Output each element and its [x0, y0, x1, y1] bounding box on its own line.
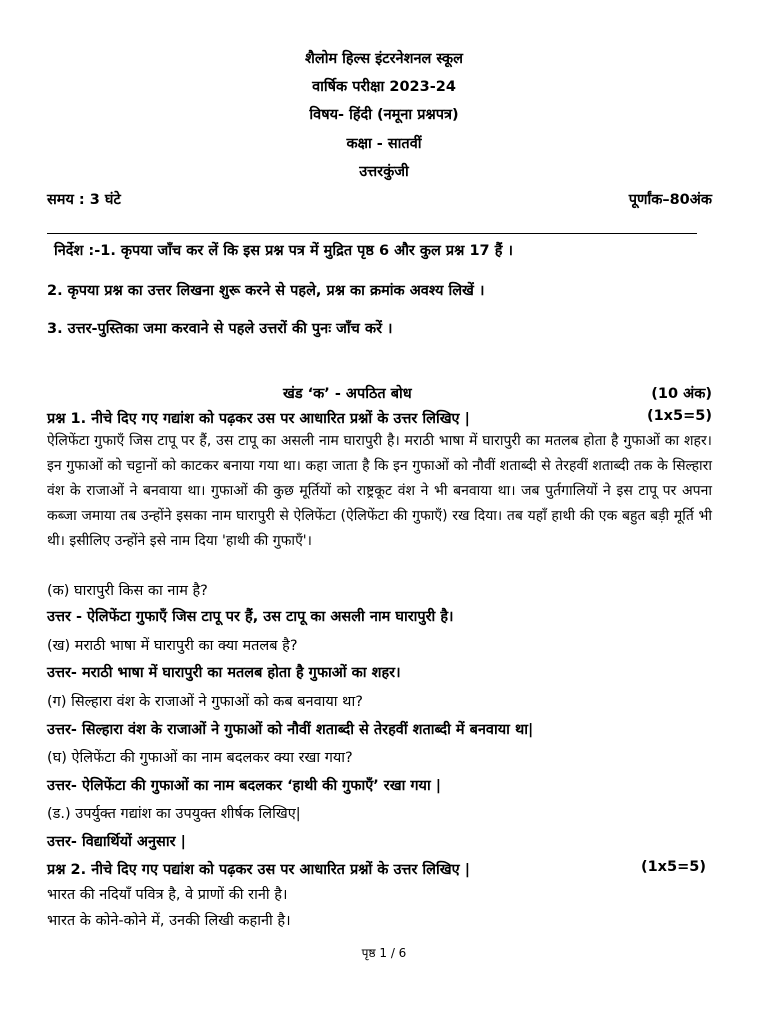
answer-key-title: उत्तरकुंजी: [359, 164, 409, 180]
subject-title: विषय- हिंदी (नमूना प्रश्नपत्र): [309, 107, 459, 123]
q1-sub-question-d: (घ) ऐलिफेंटा की गुफाओं का नाम बदलकर क्या रखा गया?: [47, 750, 353, 766]
passage-text: ऐलिफेंटा गुफाएँ जिस टापू पर हैं, उस टापू का असली नाम घारापुरी है। मराठी भाषा में घारापुरी का मतलब होता है गुफाओं का शहर। इन गुफाओं को चट्टानों को काटकर बनाया गया था। कहा जाता है कि इन गुफाओं को नौवीं शताब्दी से तेरहवीं शताब्दी तक के सिल्हारा वंश के राजाओं ने बनवाया था। गुफाओं की कुछ मूर्तियों को राष्ट्रकूट वंश ने भी बनवाया था। जब पुर्तगालियों ने इस टापू पर अपना कब्जा जमाया तब उन्होंने इसका नाम घारापुरी से ऐलिफेंटा (ऐलिफेंटा की गुफाएँ) रख दिया। तब यहाँ हाथी की एक बहुत बड़ी मूर्ति भी थी। इसीलिए उन्होंने इसे नाम दिया 'हाथी की गुफाएँ'।: [47, 433, 712, 549]
time-text: समय : 3 घंटे: [47, 192, 121, 208]
school-name: शैलोम हिल्स इंटरनेशनल स्कूल: [305, 51, 463, 67]
question-2-marks: (1x5=5): [640, 859, 706, 875]
poem-line-1: भारत की नदियाँ पवित्र है, वे प्राणों की रानी है।: [47, 887, 288, 903]
q1-answer-d: उत्तर- ऐलिफेंटा की गुफाओं का नाम बदलकर ‘हाथी की गुफाएँ’ रखा गया |: [47, 778, 442, 794]
header-divider: [47, 233, 697, 234]
question-2-row: [47, 859, 712, 879]
instruction-3: 3. उत्तर-पुस्तिका जमा करवाने से पहले उत्तरों की पुनः जाँच करें ।: [47, 321, 393, 337]
q1-answer-a: उत्तर - ऐलिफेंटा गुफाएँ जिस टापू पर हैं, उस टापू का असली नाम घारापुरी है।: [47, 609, 454, 625]
q1-sub-question-c: (ग) सिल्हारा वंश के राजाओं ने गुफाओं को कब बनवाया था?: [47, 694, 363, 710]
section-title: खंड ‘क’ - अपठित बोध: [283, 386, 412, 402]
q1-answer-c: उत्तर- सिल्हारा वंश के राजाओं ने गुफाओं को नौवीं शताब्दी से तेरहवीं शताब्दी में बनवाया था|: [47, 722, 534, 738]
q1-sub-question-b: (ख) मराठी भाषा में घारापुरी का क्या मतलब है?: [47, 638, 298, 654]
q1-sub-question-e: (ड.) उपर्युक्त गद्यांश का उपयुक्त शीर्षक लिखिए|: [47, 806, 301, 822]
question-2-text: प्रश्न 2. नीचे दिए गए पद्यांश को पढ़कर उस पर आधारित प्रश्नों के उत्तर लिखिए |: [47, 862, 470, 878]
class-title: कक्षा - सातवीं: [346, 136, 422, 152]
poem-line-2: भारत के कोने-कोने में, उनकी लिखी कहानी है।: [47, 913, 291, 929]
time-marks-row: [47, 189, 712, 209]
instruction-1: निर्देश :-1. कृपया जाँच कर लें कि इस प्रश्न पत्र में मुद्रित पृष्ठ 6 और कुल प्रश्न 17 हैं ।: [54, 243, 513, 259]
question-1-row: [47, 408, 712, 428]
instruction-2: 2. कृपया प्रश्न का उत्तर लिखना शुरू करने से पहले, प्रश्न का क्रमांक अवश्य लिखें ।: [47, 283, 485, 299]
question-1-text: प्रश्न 1. नीचे दिए गए गद्यांश को पढ़कर उस पर आधारित प्रश्नों के उत्तर लिखिए |: [47, 411, 470, 427]
total-marks-text: पूर्णांक–80अंक: [628, 192, 712, 208]
section-marks: (10 अंक): [651, 386, 712, 402]
exam-title: वार्षिक परीक्षा 2023-24: [312, 79, 456, 95]
page-number: पृष्ठ 1 / 6: [361, 946, 407, 960]
question-1-marks: (1x5=5): [646, 408, 712, 424]
q1-sub-question-a: (क) घारापुरी किस का नाम है?: [47, 583, 208, 599]
q1-answer-e: उत्तर- विद्यार्थियों अनुसार |: [47, 834, 186, 850]
q1-answer-b: उत्तर- मराठी भाषा में घारापुरी का मतलब होता है गुफाओं का शहर।: [47, 665, 401, 681]
